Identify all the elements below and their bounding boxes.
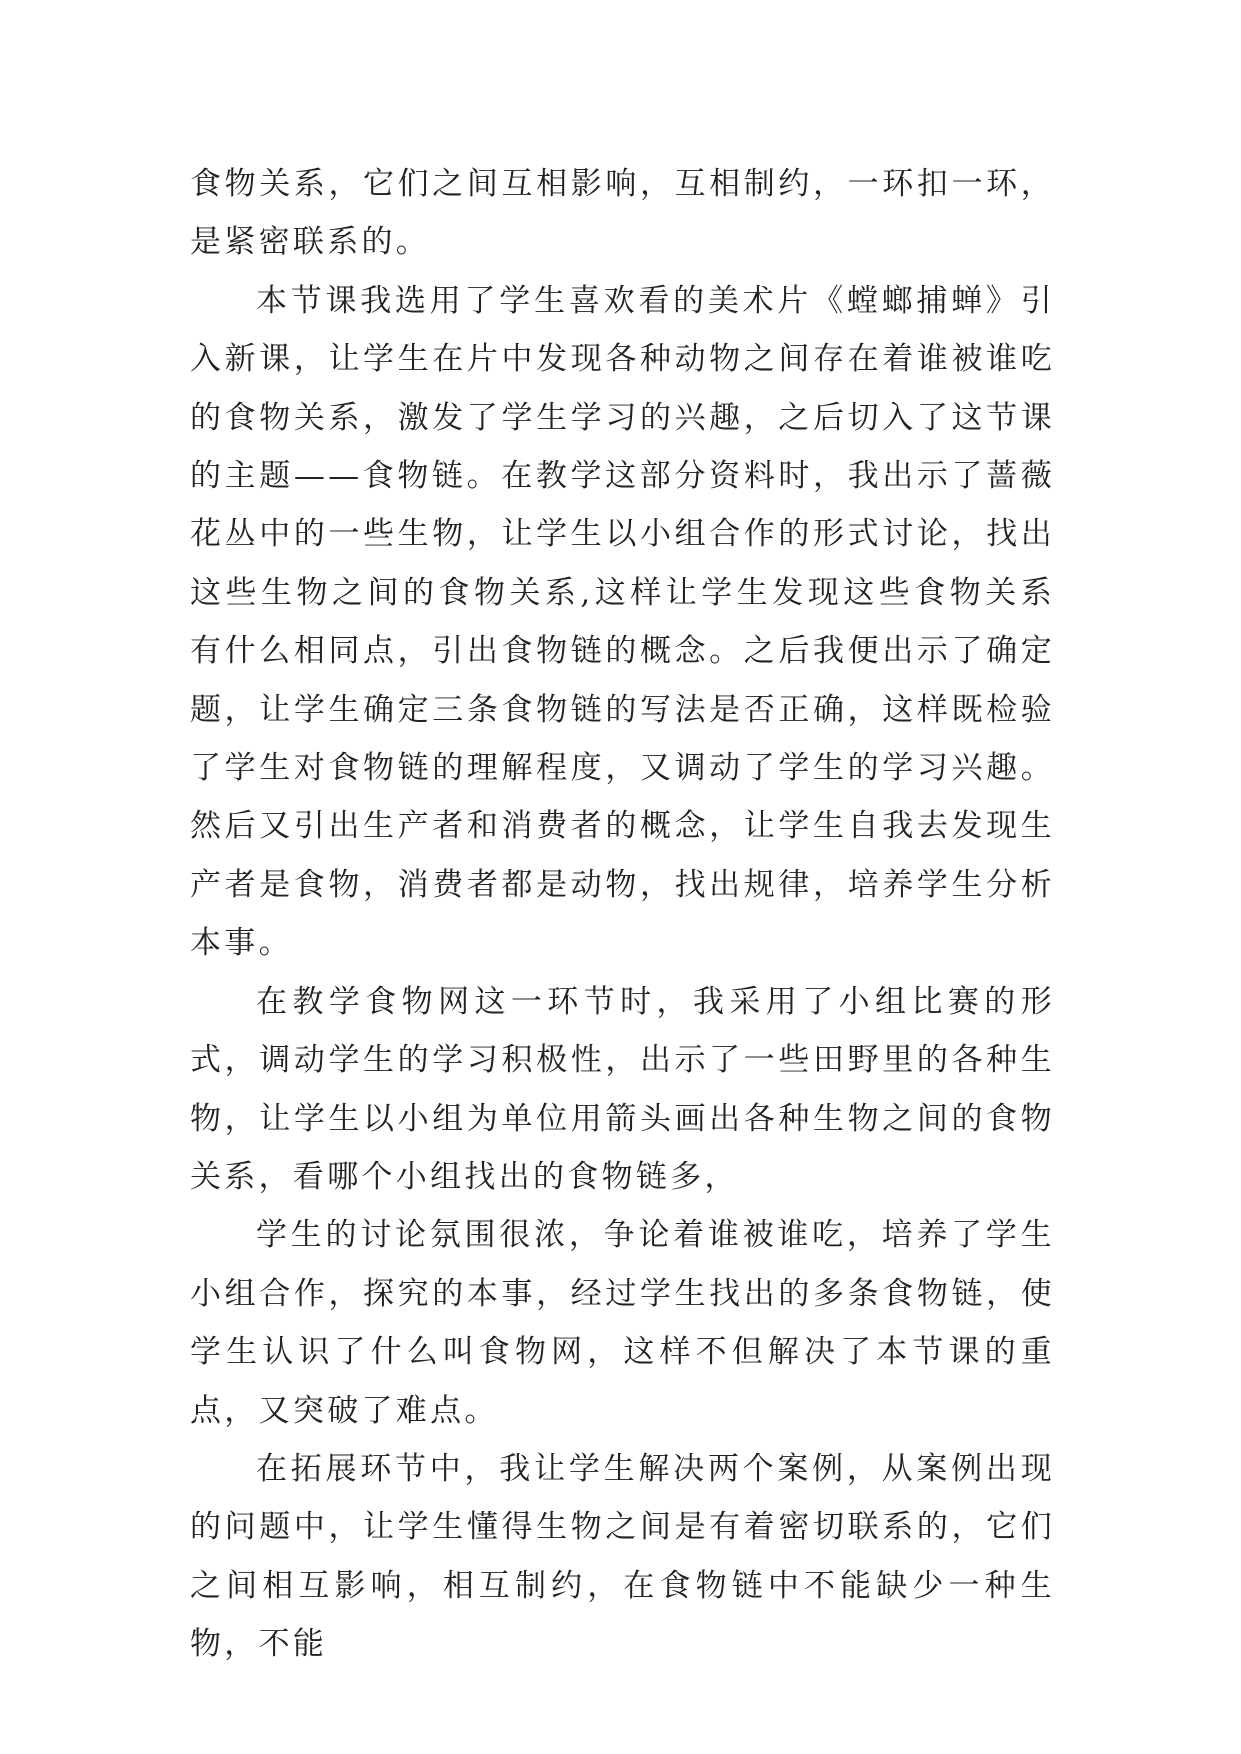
paragraph-4: 学生的讨论氛围很浓，争论着谁被谁吃，培养了学生小组合作，探究的本事，经过学生找出的多条食物链，使学生认识了什么叫食物网，这样不但解决了本节课的重点，又突破了难点。 [190, 1217, 1055, 1429]
paragraph-1: 食物关系，它们之间互相影响，互相制约，一环扣一环，是紧密联系的。 [190, 166, 1055, 261]
document-page [190, 155, 1055, 1674]
paragraph-2: 本节课我选用了学生喜欢看的美术片《螳螂捕蝉》引入新课，让学生在片中发现各种动物之间存在着谁被谁吃的食物关系，激发了学生学习的兴趣，之后切入了这节课的主题——食物链。在教学这部分资料时，我出示了蔷薇花丛中的一些生物，让学生以小组合作的形式讨论，找出这些生物之间的食物关系,这样让学生发现这些食物关系有什么相同点，引出食物链的概念。之后我便出示了确定题，让学生确定三条食物链的写法是否正确，这样既检验了学生对食物链的理解程度，又调动了学生的学习兴趣。然后又引出生产者和消费者的概念，让学生自我去发现生产者是食物，消费者都是动物，找出规律，培养学生分析本事。 [190, 282, 1055, 962]
paragraph-5: 在拓展环节中，我让学生解决两个案例，从案例出现的问题中，让学生懂得生物之间是有着密切联系的，它们之间相互影响，相互制约，在食物链中不能缺少一种生物，不能 [190, 1450, 1055, 1663]
paragraph-3: 在教学食物网这一环节时，我采用了小组比赛的形式，调动学生的学习积极性，出示了一些田野里的各种生物，让学生以小组为单位用箭头画出各种生物之间的食物关系，看哪个小组找出的食物链多， [190, 983, 1055, 1195]
